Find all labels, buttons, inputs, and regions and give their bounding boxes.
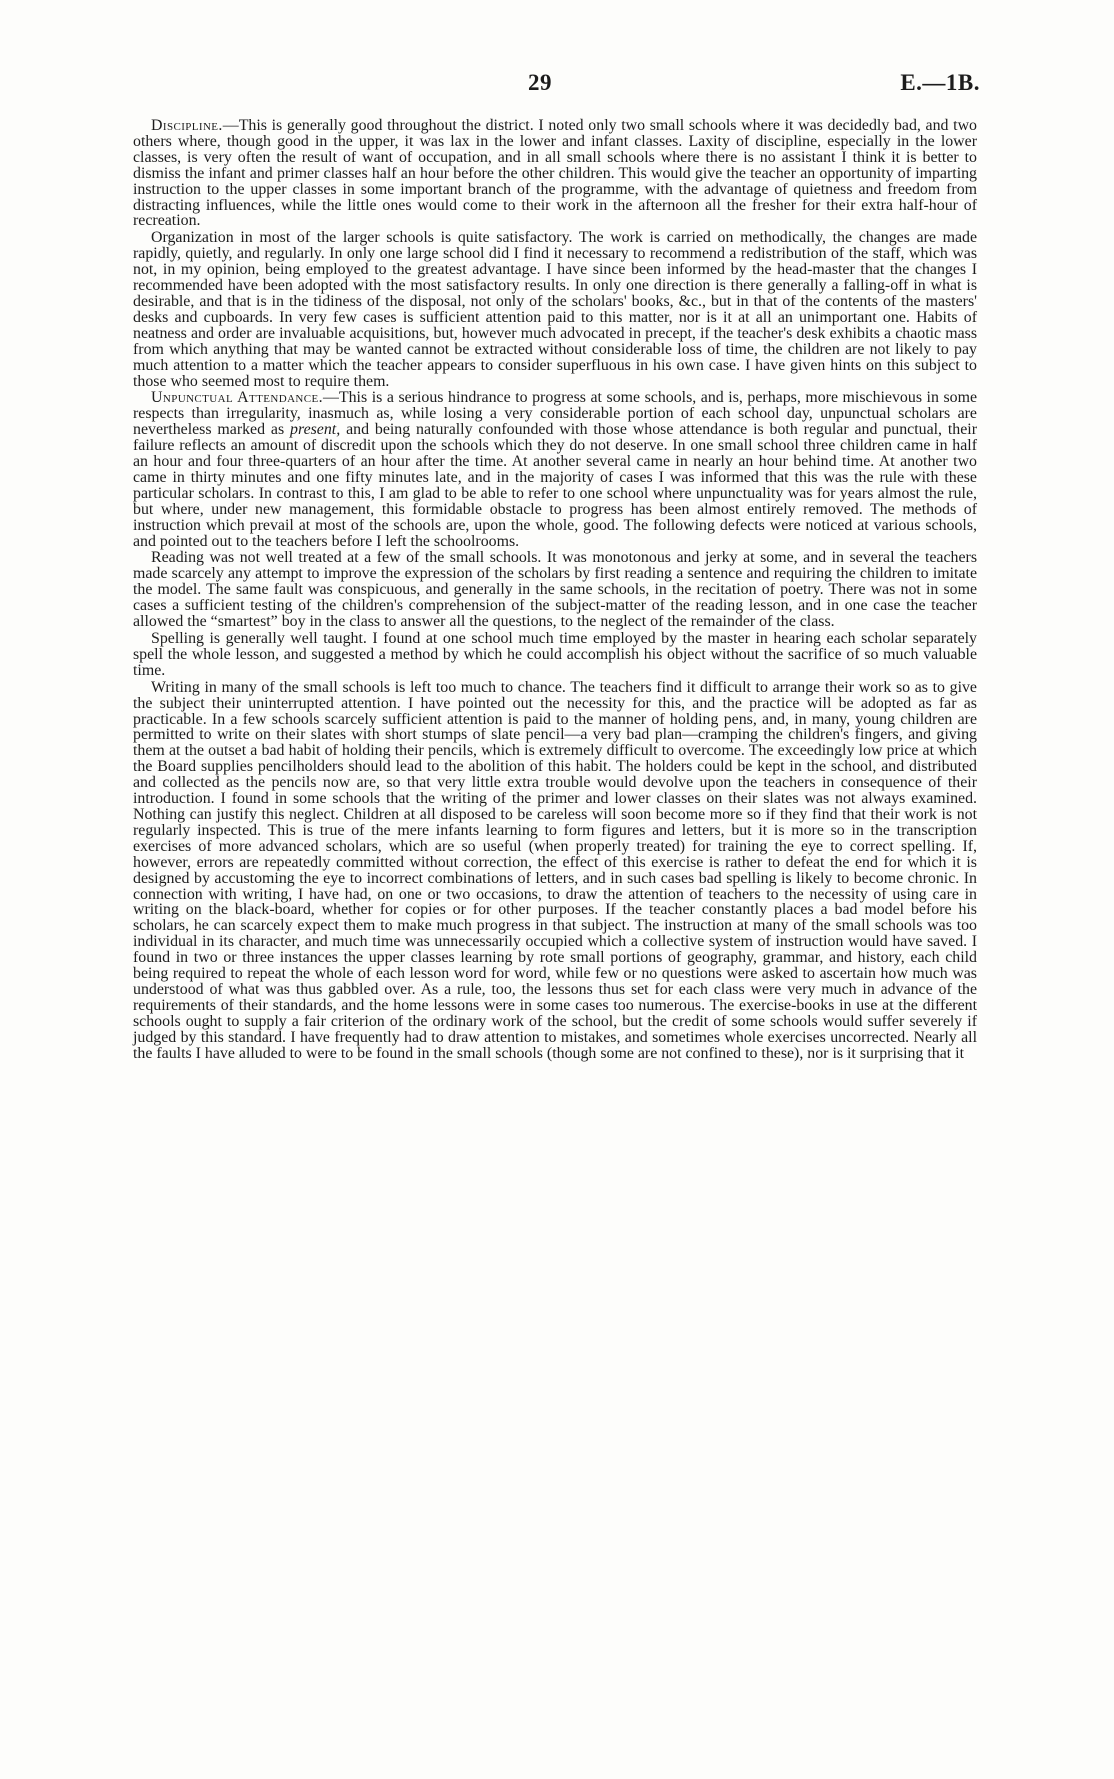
paragraph-text-continued: and being naturally confounded with those whose attendance is both regular and punctual, their failure reflects an amount of discredit upon the schools which they do not deserve. In one small school three children came in half an hour and four three-quarters of an hour after the time. At another several came in nearly an hour behind time. At another two came in thirty minutes and one fifty minutes late, and in the majority of cases I was informed that this was the rule with these particular scholars. In contrast to this, I am glad to be able to refer to one school where unpunctuality was for years almost the rule, but where, under new management, this formidable obstacle to progress has been almost entirely removed. The methods of instruction which prevail at most of the schools are, upon the whole, good. The following defects were noticed at various schools, and pointed out to the teachers before I left the schoolrooms. [133, 421, 977, 550]
section-heading-discipline: Discipline. [151, 117, 223, 134]
paragraph-writing [133, 680, 977, 1062]
paragraph-text: Organization in most of the larger schools is quite satisfactory. The work is carried on methodically, the changes are made rapidly, quietly, and regularly. In only one large school did I find it necessary to recommend a redistribution of the staff, which was not, in my opinion, being employed to the greatest advantage. I have since been informed by the head-master that the changes I recommended have been adopted with the most satisfactory results. In only one direction is there generally a falling-off in what is desirable, and that is in the tidiness of the disposal, not only of the scholars' books, &c., but in that of the contents of the masters' desks and cupboards. In very few cases is sufficient attention paid to this matter, nor is it at all an unimportant one. Habits of neatness and order are invaluable acquisitions, but, however much advocated in precept, if the teacher's desk exhibits a chaotic mass from which anything that may be wanted cannot be extracted without considerable loss of time, the children are not likely to pay much attention to a matter which the teacher appears to consider superfluous in his own case. I have given hints on this subject to those who seemed most to require them. [133, 229, 977, 390]
paragraph-organization [133, 230, 977, 389]
page-number: 29 [528, 70, 552, 95]
paragraph-text: Writing in many of the small schools is left too much to chance. The teachers find it difficult to arrange their work so as to give the subject their uninterrupted attention. I have pointed out the necessity for this, and the practice will be adopted as far as practicable. In a few schools scarcely sufficient attention is paid to the manner of holding pens, and, in many, young children are permitted to write on their slates with short stumps of slate pencil—a very bad plan—cramping the children's fingers, and giving them at the outset a bad habit of holding their pencils, which is extremely difficult to overcome. The exceedingly low price at which the Board supplies pencilholders should lead to the abolition of this habit. The holders could be kept in the school, and distributed and collected as the pencils now are, so that very little extra trouble would devolve upon the teachers in consequence of their introduction. I found in some schools that the writing of the primer and lower classes on their slates was not always examined. Nothing can justify this neglect. Children at all disposed to be careless will soon become more so if they find that their work is not regularly inspected. This is true of the mere infants learning to form figures and letters, but it is more so in the transcription exercises of more advanced scholars, which are so useful (when properly treated) for training the eye to correct spelling. If, however, errors are repeatedly committed without correction, the effect of this exercise is rather to defeat the end for which it is designed by accustoming the eye to incorrect combinations of letters, and in such cases bad spelling is likely to become chronic. In connection with writing, I have had, on one or two occasions, to draw the attention of teachers to the necessity of using care in writing on the black-board, whether for copies or for other purposes. If the teacher constantly places a bad model before his scholars, he can scarcely expect them to make much progress in that subject. The instruction at many of the small schools was too individual in its character, and much time was unnecessarily occupied which a collective system of instruction would have saved. I found in two or three instances the upper classes learning by rote small portions of geography, grammar, and history, each child being required to repeat the whole of each lesson word for word, while few or no questions were asked to ascertain how much was understood of what was thus gabbled over. As a rule, too, the lessons thus set for each class were very much in advance of the requirements of their standards, and the home lessons were in some cases too numerous. The exercise-books in use at the different schools ought to supply a fair criterion of the ordinary work of the school, but the credit of some schools would suffer severely if judged by this standard. I have frequently had to draw attention to mistakes, and sometimes whole exercises uncorrected. Nearly all the faults I have alluded to were to be found in the small schools (though some are not confined to these), nor is it surprising that it [133, 678, 977, 1062]
paragraph-reading [133, 550, 977, 630]
paragraph-spelling [133, 631, 977, 679]
italic-word: present, [290, 421, 341, 439]
document-reference: E.—1B. [900, 70, 980, 95]
body-text [133, 118, 977, 1062]
paragraph-unpunctual-attendance [133, 390, 977, 549]
paragraph-text: Reading was not well treated at a few of the small schools. It was monotonous and jerky at some, and in several the teachers made scarcely any attempt to improve the expression of the scholars by first reading a sentence and requiring the children to imitate the model. The same fault was conspicuous, and generally in the same schools, in the recitation of poetry. There was not in some cases a sufficient testing of the children's comprehension of the subject-matter of the reading lesson, and in one case the teacher allowed the “smartest” boy in the class to answer all the questions, to the neglect of the remainder of the class. [133, 549, 977, 631]
paragraph-text: Spelling is generally well taught. I found at one school much time employed by the master in hearing each scholar separately spell the whole lesson, and suggested a method by which he could accomplish his object without the sacrifice of so much valuable time. [133, 630, 977, 679]
page-header [0, 70, 1114, 98]
paragraph-text: —This is generally good throughout the district. I noted only two small schools where it was decidedly bad, and two others where, though good in the upper, it was lax in the lower and infant classes. Laxity of discipline, especially in the lower classes, is very often the result of want of occupation, and in all small schools where there is no assistant I think it is better to dismiss the infant and primer classes half an hour before the other children. This would give the teacher an opportunity of imparting instruction to the upper classes in some important branch of the programme, with the advantage of quietness and freedom from distracting influences, while the little ones would come to their work in the afternoon all the fresher for their extra half-hour of recreation. [133, 117, 977, 230]
paragraph-discipline [133, 118, 977, 229]
paragraph-text: —This is a serious hindrance to progress at some schools, and is, perhaps, more mischievous in some respects than irregularity, inasmuch as, while losing a very considerable portion of each school day, unpunctual scholars are nevertheless marked as [133, 389, 978, 439]
section-heading-unpunctual-attendance: Unpunctual Attendance. [151, 389, 323, 407]
